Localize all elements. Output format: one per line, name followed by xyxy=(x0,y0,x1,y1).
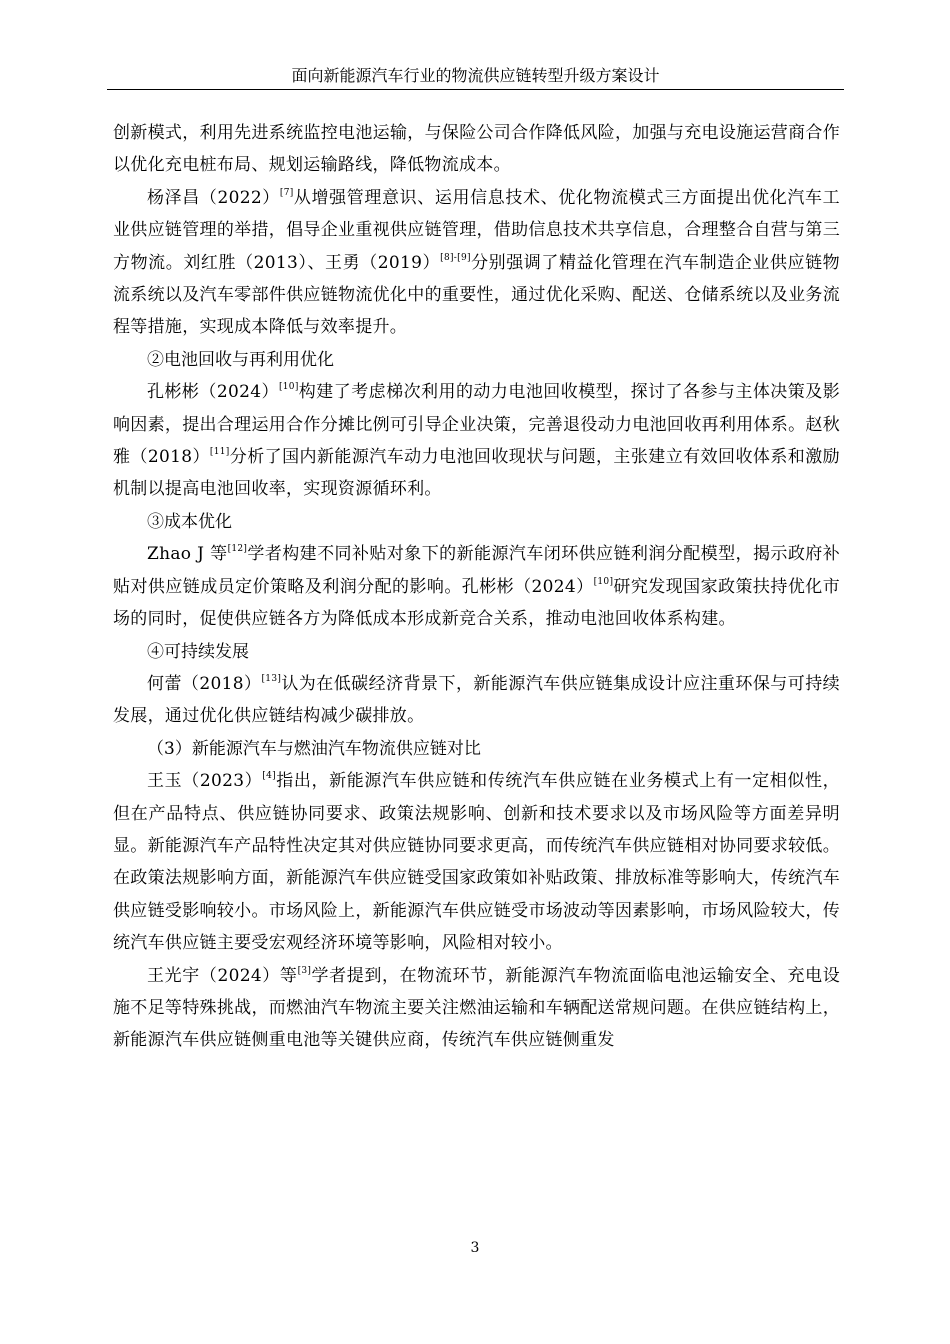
header-rule xyxy=(107,89,844,90)
running-header: 面向新能源汽车行业的物流供应链转型升级方案设计 xyxy=(291,66,660,85)
section-heading: ③成本优化 xyxy=(147,511,232,532)
section-heading: ④可持续发展 xyxy=(147,641,249,662)
citation[interactable]: [11] xyxy=(209,447,230,458)
citation[interactable]: [10] xyxy=(593,576,614,587)
body-text xyxy=(113,117,840,1057)
section-heading: ②电池回收与再利用优化 xyxy=(147,349,334,370)
citation[interactable]: [10] xyxy=(278,382,299,393)
paragraph: 王玉（2023）[4]指出，新能源汽车供应链和传统汽车供应链在业务模式上有一定相似性，但在产品特点、供应链协同要求、政策法规影响、创新和技术要求以及市场风险等方面差异明显。新能源汽车产品特性决定其对供应链协同要求更高，而传统汽车供应链相对协同要求较低。在政策法规影响方面，新能源汽车供应链受国家政策如补贴政策、排放标准等影响大，传统汽车供应链受影响较小。市场风险上，新能源汽车供应链受市场波动等因素影响，市场风险较大，传统汽车供应链主要受宏观经济环境等影响，风险相对较小。 xyxy=(113,771,840,954)
section-heading: （3）新能源汽车与燃油汽车物流供应链对比 xyxy=(147,738,481,759)
citation[interactable]: [7] xyxy=(279,187,294,198)
citation[interactable]: [8]-[9] xyxy=(440,252,471,263)
citation[interactable]: [3] xyxy=(297,965,312,976)
paragraph: 何蕾（2018）[13]认为在低碳经济背景下，新能源汽车供应链集成设计应注重环保与可持续发展，通过优化供应链结构减少碳排放。 xyxy=(113,673,840,727)
citation[interactable]: [4] xyxy=(262,771,276,782)
paragraph: 王光宇（2024）等[3]学者提到，在物流环节，新能源汽车物流面临电池运输安全、充电设施不足等特殊挑战，而燃油汽车物流主要关注燃油运输和车辆配送常规问题。在供应链结构上，新能源汽车供应链侧重电池等关键供应商，传统汽车供应链侧重发 xyxy=(113,965,841,1051)
citation[interactable]: [13] xyxy=(261,673,282,684)
page-number: 3 xyxy=(470,1240,480,1256)
paragraph: Zhao J 等[12]学者构建不同补贴对象下的新能源汽车闭环供应链利润分配模型，揭示政府补贴对供应链成员定价策略及利润分配的影响。孔彬彬（2024）[10]研究发现国家政策扶持优化市场的同时，促使供应链各方为降低成本形成新竞合关系，推动电池回收体系构建。 xyxy=(113,544,840,630)
citation[interactable]: [12] xyxy=(227,544,248,555)
paragraph: 创新模式，利用先进系统监控电池运输，与保险公司合作降低风险，加强与充电设施运营商合作以优化充电桩布局、规划运输路线，降低物流成本。 xyxy=(113,123,840,176)
paragraph: 杨泽昌（2022）[7]从增强管理意识、运用信息技术、优化物流模式三方面提出优化汽车工业供应链管理的举措，倡导企业重视供应链管理，借助信息技术共享信息，合理整合自营与第三方物流。刘红胜（2013）、王勇（2019）[8]-[9]分别强调了精益化管理在汽车制造企业供应链物流系统以及汽车零部件供应链物流优化中的重要性，通过优化采购、配送、仓储系统以及业务流程等措施，实现成本降低与效率提升。 xyxy=(113,187,840,338)
paragraph: 孔彬彬（2024）[10]构建了考虑梯次利用的动力电池回收模型，探讨了各参与主体决策及影响因素，提出合理运用合作分摊比例可引导企业决策，完善退役动力电池回收再利用体系。赵秋雅（2018）[11]分析了国内新能源汽车动力电池回收现状与问题，主张建立有效回收体系和激励机制以提高电池回收率，实现资源循环利。 xyxy=(113,382,840,500)
